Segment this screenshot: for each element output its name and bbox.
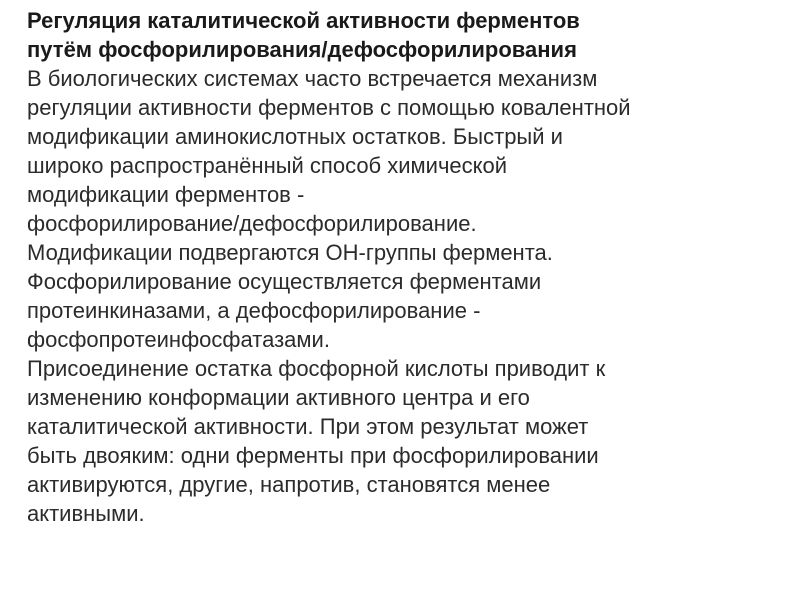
- body-line: Модификации подвергаются ОН-группы фермента.: [27, 240, 553, 265]
- body-line: регуляции активности ферментов с помощью ковалентной: [27, 95, 631, 120]
- title-line: Регуляция каталитической активности ферментов: [27, 8, 580, 33]
- slide-body-text: [27, 64, 792, 528]
- body-line: быть двояким: одни ферменты при фосфорилировании: [27, 443, 599, 468]
- body-line: протеинкиназами, а дефосфорилирование -: [27, 298, 481, 323]
- slide-title: [27, 6, 792, 64]
- body-line: фосфопротеинфосфатазами.: [27, 327, 330, 352]
- slide-content: [27, 6, 792, 528]
- body-line: Фосфорилирование осуществляется ферментами: [27, 269, 542, 294]
- body-line: каталитической активности. При этом результат может: [27, 414, 589, 439]
- body-line: Присоединение остатка фосфорной кислоты приводит к: [27, 356, 606, 381]
- body-line: изменению конформации активного центра и его: [27, 385, 530, 410]
- body-line: модификации аминокислотных остатков. Быстрый и: [27, 124, 563, 149]
- body-line: модификации ферментов -: [27, 182, 305, 207]
- body-line: фосфорилирование/дефосфорилирование.: [27, 211, 477, 236]
- body-line: широко распространённый способ химической: [27, 153, 508, 178]
- body-line: В биологических системах часто встречается механизм: [27, 66, 598, 91]
- title-line: путём фосфорилирования/дефосфорилирования: [27, 37, 577, 62]
- body-line: активными.: [27, 501, 145, 526]
- body-line: активируются, другие, напротив, становятся менее: [27, 472, 551, 497]
